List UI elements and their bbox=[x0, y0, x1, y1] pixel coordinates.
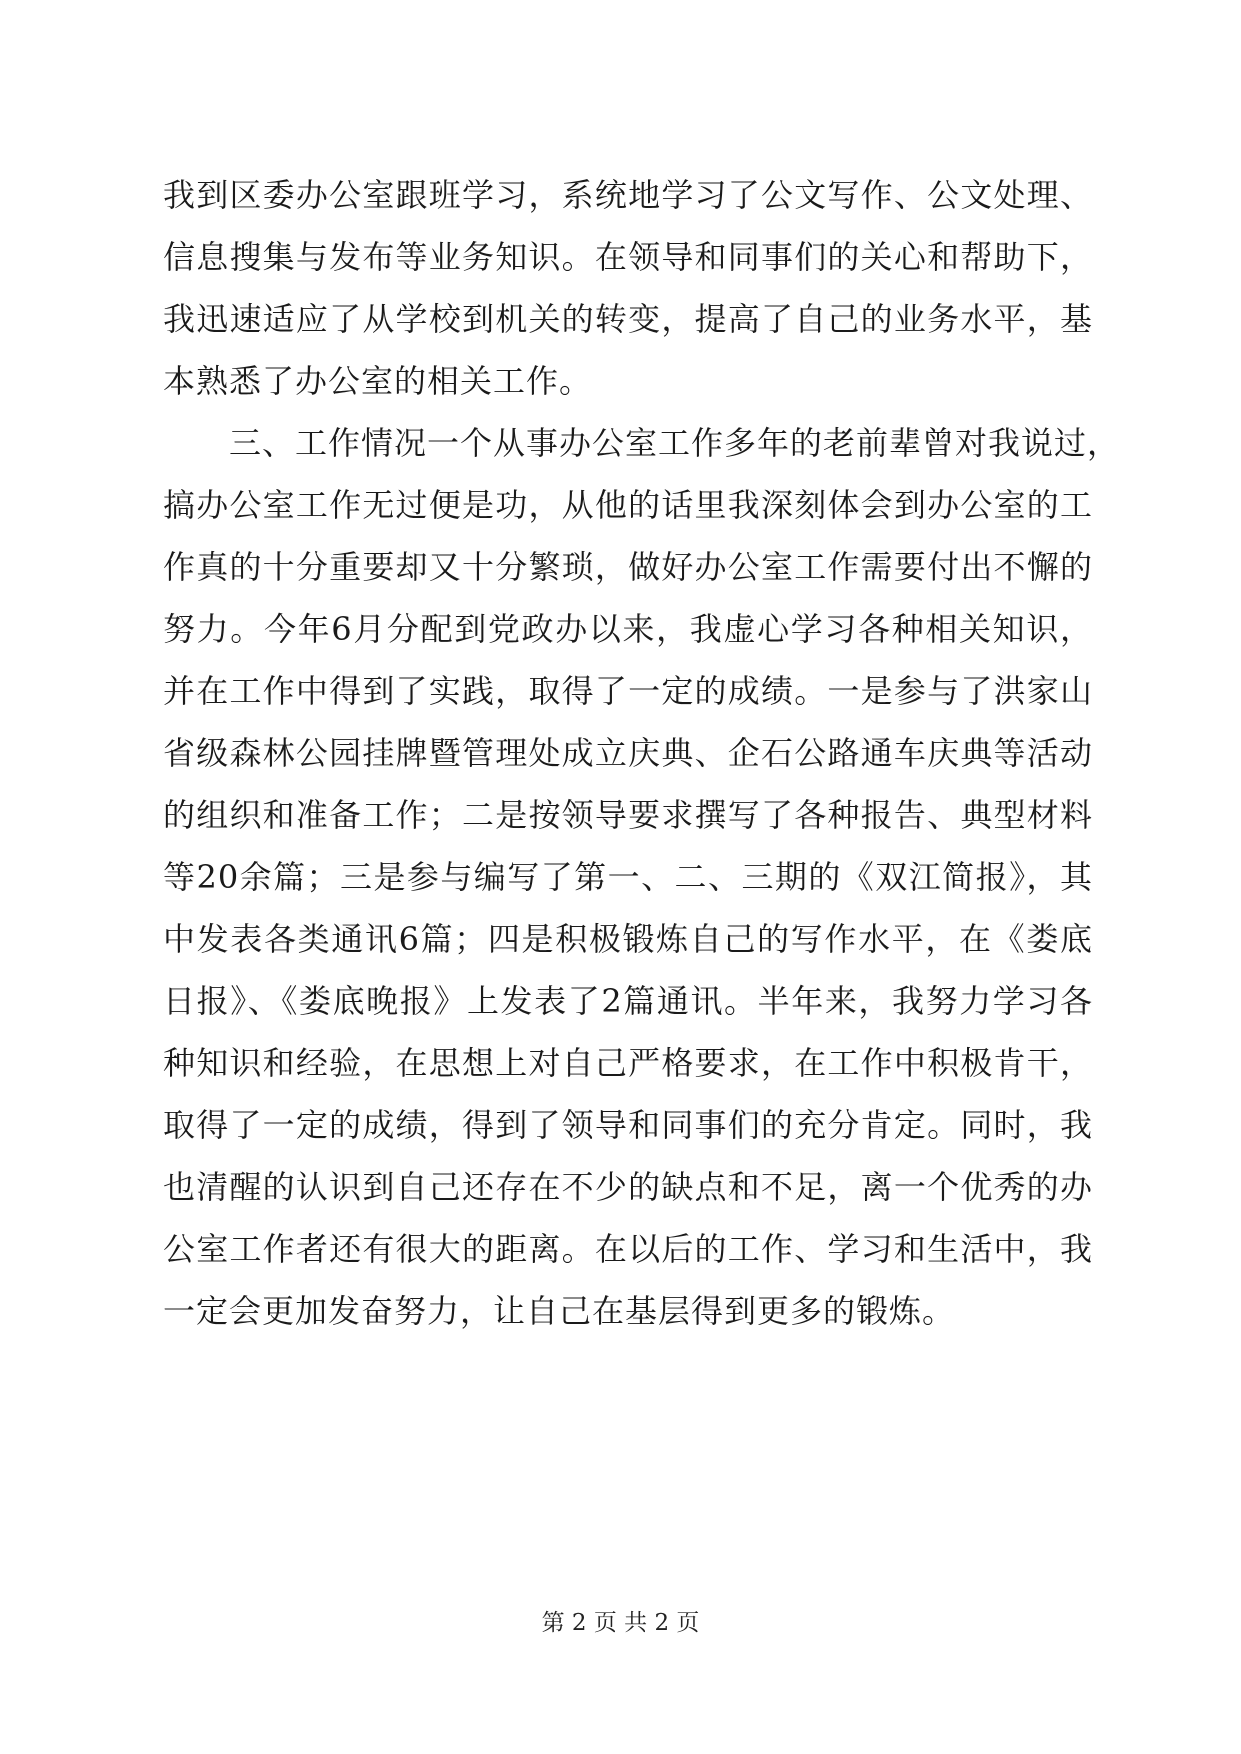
text-line: 一定会更加发奋努力，让自己在基层得到更多的锻炼。 bbox=[163, 1292, 956, 1330]
text-line: 日报》、《娄底晚报》上发表了2篇通讯。半年来，我努力学习各 bbox=[163, 982, 1093, 1020]
text-line: 中发表各类通讯6篇；四是积极锻炼自己的写作水平，在《娄底 bbox=[163, 920, 1093, 958]
page-number-footer: 第 2 页 共 2 页 bbox=[541, 1610, 700, 1636]
text-line: 作真的十分重要却又十分繁琐，做好办公室工作需要付出不懈的 bbox=[163, 548, 1093, 586]
text-line: 信息搜集与发布等业务知识。在领导和同事们的关心和帮助下， bbox=[163, 238, 1093, 276]
text-line: 三、工作情况一个从事办公室工作多年的老前辈曾对我说过， bbox=[163, 424, 1121, 462]
text-line: 我到区委办公室跟班学习，系统地学习了公文写作、公文处理、 bbox=[163, 176, 1093, 214]
text-line: 并在工作中得到了实践，取得了一定的成绩。一是参与了洪家山 bbox=[163, 672, 1093, 710]
text-line: 搞办公室工作无过便是功，从他的话里我深刻体会到办公室的工 bbox=[163, 486, 1093, 524]
text-line: 本熟悉了办公室的相关工作。 bbox=[163, 362, 593, 400]
text-line: 种知识和经验，在思想上对自己严格要求，在工作中积极肯干， bbox=[163, 1044, 1093, 1082]
text-line: 取得了一定的成绩，得到了领导和同事们的充分肯定。同时，我 bbox=[163, 1106, 1093, 1144]
text-line: 努力。今年6月分配到党政办以来，我虚心学习各种相关知识， bbox=[163, 610, 1093, 648]
text-line: 等20余篇；三是参与编写了第一、二、三期的《双江简报》，其 bbox=[163, 858, 1093, 896]
body-text bbox=[163, 164, 1121, 1342]
text-line: 公室工作者还有很大的距离。在以后的工作、学习和生活中，我 bbox=[163, 1230, 1093, 1268]
text-line: 的组织和准备工作；二是按领导要求撰写了各种报告、典型材料 bbox=[163, 796, 1093, 834]
text-line: 我迅速适应了从学校到机关的转变，提高了自己的业务水平，基 bbox=[163, 300, 1093, 338]
text-line: 省级森林公园挂牌暨管理处成立庆典、企石公路通车庆典等活动 bbox=[163, 734, 1093, 772]
text-line: 也清醒的认识到自己还存在不少的缺点和不足，离一个优秀的办 bbox=[163, 1168, 1093, 1206]
